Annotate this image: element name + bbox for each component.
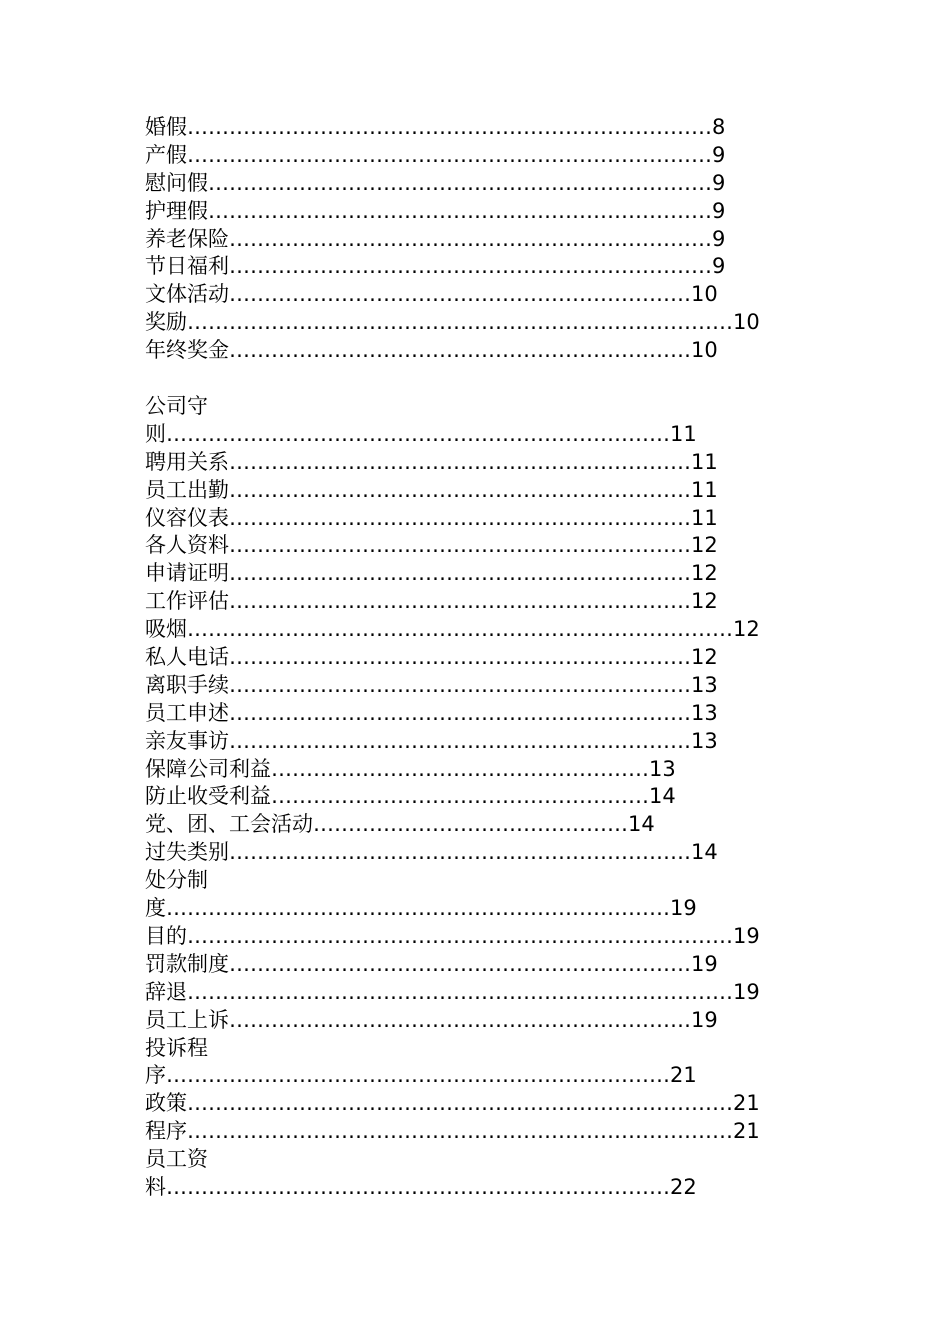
- table-of-contents: [145, 114, 825, 1202]
- toc-line: 罚款制度…………………………………………………………19: [145, 951, 718, 976]
- section-spacer: [145, 365, 825, 393]
- toc-line: 员工资: [145, 1147, 208, 1172]
- toc-line: 政策……………………………………………………………………21: [145, 1091, 760, 1116]
- toc-line: 保障公司利益………………………………………………13: [145, 756, 676, 781]
- toc-line: 年终奖金…………………………………………………………10: [145, 338, 718, 363]
- toc-line: 过失类别…………………………………………………………14: [145, 840, 718, 865]
- toc-line: 员工出勤…………………………………………………………11: [145, 477, 718, 502]
- toc-line: 养老保险……………………………………………………………9: [145, 226, 726, 251]
- toc-line: 婚假…………………………………………………………………8: [145, 115, 726, 139]
- toc-line: 奖励……………………………………………………………………10: [145, 310, 760, 335]
- toc-line: 私人电话…………………………………………………………12: [145, 645, 718, 670]
- toc-line: 聘用关系…………………………………………………………11: [145, 449, 718, 474]
- toc-line: 吸烟……………………………………………………………………12: [145, 617, 760, 642]
- toc-line: 产假…………………………………………………………………9: [145, 142, 726, 167]
- toc-line: 申请证明…………………………………………………………12: [145, 561, 718, 586]
- toc-line: 节日福利……………………………………………………………9: [145, 254, 726, 279]
- toc-line: 文体活动…………………………………………………………10: [145, 282, 718, 307]
- toc-line: 程序……………………………………………………………………21: [145, 1119, 760, 1144]
- toc-line: 亲友事访…………………………………………………………13: [145, 728, 718, 753]
- toc-line: 慰问假………………………………………………………………9: [145, 170, 726, 195]
- toc-line: 员工上诉…………………………………………………………19: [145, 1007, 718, 1032]
- toc-line: 则………………………………………………………………11: [145, 421, 697, 446]
- toc-line: 目的……………………………………………………………………19: [145, 923, 760, 948]
- toc-line: 各人资料…………………………………………………………12: [145, 533, 718, 558]
- toc-line: 序………………………………………………………………21: [145, 1063, 697, 1088]
- toc-line: 处分制: [145, 868, 208, 893]
- toc-line: 仪容仪表…………………………………………………………11: [145, 505, 718, 530]
- toc-line: 党、团、工会活动………………………………………14: [145, 812, 655, 837]
- toc-line: 辞退……………………………………………………………………19: [145, 979, 760, 1004]
- toc-line: 离职手续…………………………………………………………13: [145, 672, 718, 697]
- toc-line: 投诉程: [145, 1035, 208, 1060]
- toc-line: 度………………………………………………………………19: [145, 896, 697, 921]
- toc-line: 防止收受利益………………………………………………14: [145, 784, 676, 809]
- toc-line: 员工申述…………………………………………………………13: [145, 700, 718, 725]
- toc-line: 护理假………………………………………………………………9: [145, 198, 726, 223]
- toc-line: 工作评估…………………………………………………………12: [145, 589, 718, 614]
- toc-line: 料………………………………………………………………22: [145, 1174, 697, 1199]
- toc-line: 公司守: [145, 394, 208, 419]
